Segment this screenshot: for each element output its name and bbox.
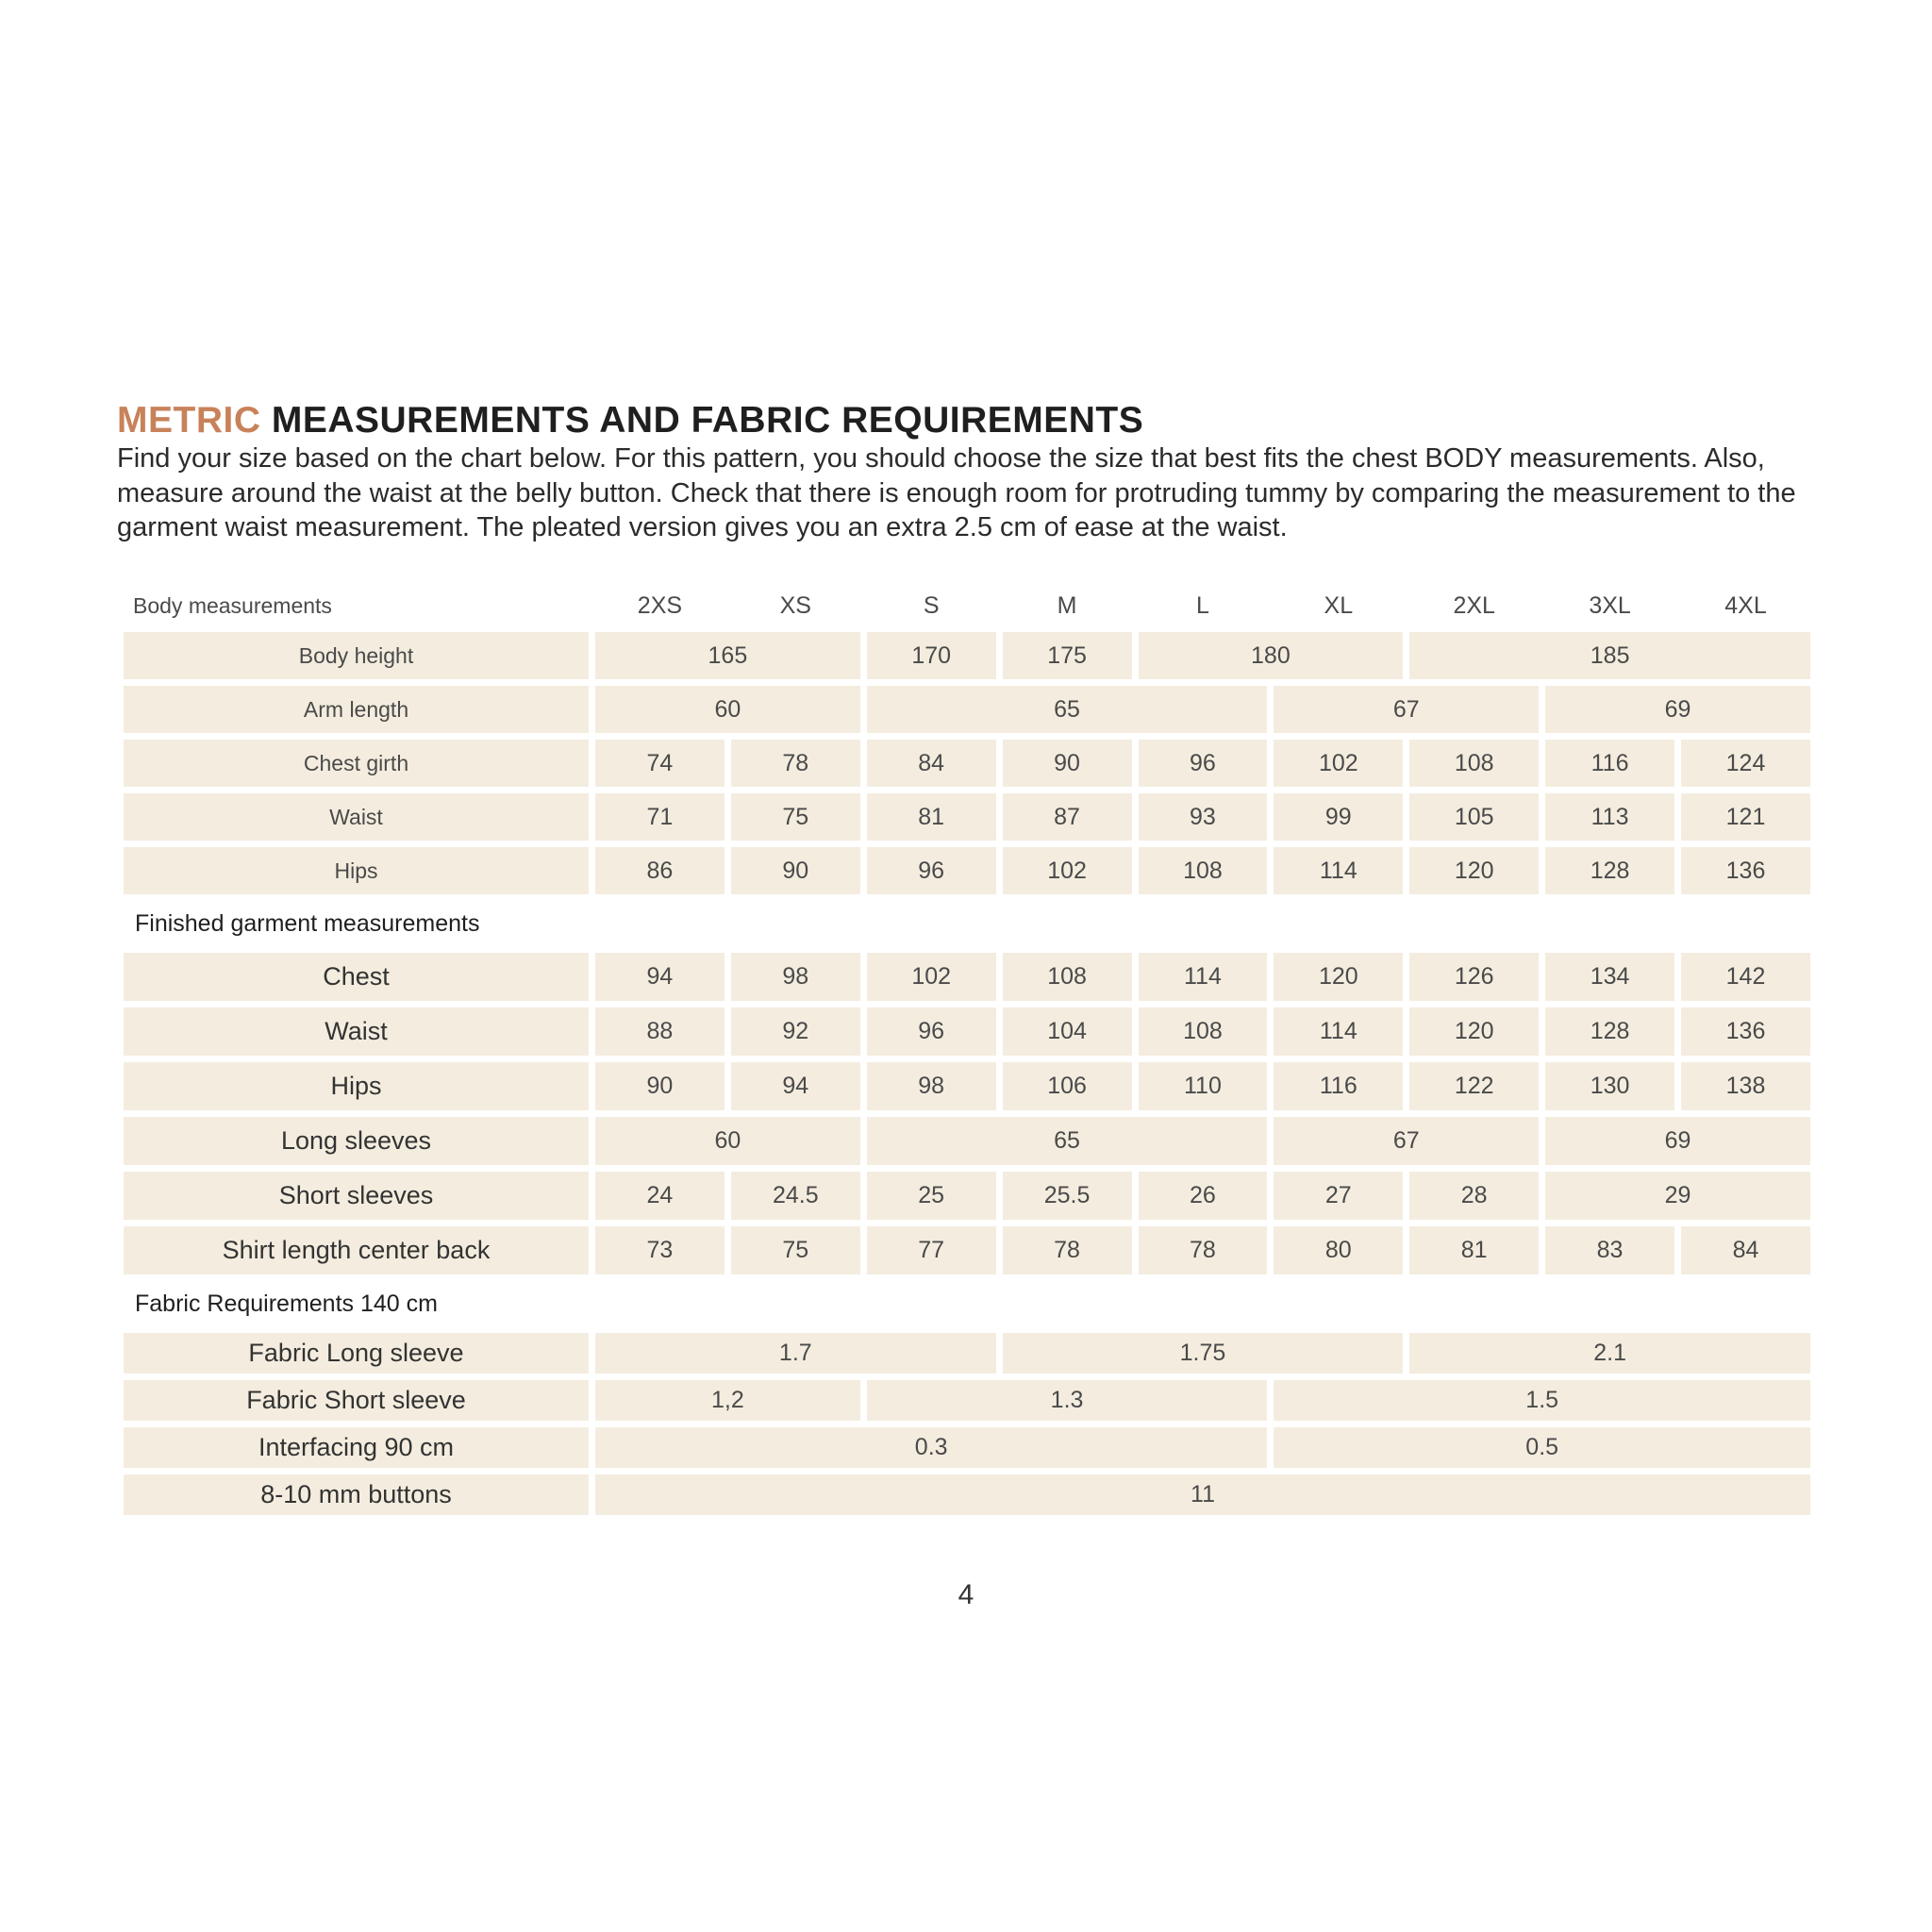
value-cell: 25.5: [1003, 1172, 1132, 1220]
value-cell: 138: [1681, 1062, 1810, 1110]
table-row: [124, 632, 1810, 679]
value-cell: 102: [1274, 740, 1403, 787]
row-label: Chest girth: [124, 740, 589, 787]
size-chart-header: [124, 586, 1810, 625]
value-cell: 1.75: [1003, 1333, 1404, 1374]
value-cell: 24.5: [731, 1172, 860, 1220]
value-cell: 102: [1003, 847, 1132, 894]
row-label: 8-10 mm buttons: [124, 1474, 589, 1515]
value-cell: 87: [1003, 793, 1132, 841]
value-cell: 88: [595, 1008, 724, 1056]
value-cell: 102: [867, 953, 996, 1001]
value-cell: 90: [595, 1062, 724, 1110]
value-cell: 90: [1003, 740, 1132, 787]
value-cell: 26: [1139, 1172, 1268, 1220]
header-label: Body measurements: [133, 592, 332, 618]
value-cell: 126: [1409, 953, 1539, 1001]
row-label: Chest: [124, 953, 589, 1001]
value-cell: 24: [595, 1172, 724, 1220]
value-cell: 96: [867, 1008, 996, 1056]
row-label: Hips: [124, 1062, 589, 1110]
size-header: S: [923, 591, 940, 619]
row-label: Fabric Short sleeve: [124, 1380, 589, 1421]
value-cell: 128: [1545, 847, 1674, 894]
table-row: [124, 1008, 1810, 1056]
value-cell: 67: [1274, 686, 1539, 733]
value-cell: 110: [1139, 1062, 1268, 1110]
value-cell: 122: [1409, 1062, 1539, 1110]
value-cell: 124: [1681, 740, 1810, 787]
size-chart: [117, 579, 1817, 1522]
value-cell: 60: [595, 1117, 860, 1165]
value-cell: 108: [1139, 847, 1268, 894]
size-header: XS: [779, 591, 811, 619]
value-cell: 84: [1681, 1226, 1810, 1274]
value-cell: 86: [595, 847, 724, 894]
value-cell: 92: [731, 1008, 860, 1056]
value-cell: 11: [595, 1474, 1810, 1515]
value-cell: 99: [1274, 793, 1403, 841]
value-cell: 67: [1274, 1117, 1539, 1165]
value-cell: 75: [731, 1226, 860, 1274]
value-cell: 98: [867, 1062, 996, 1110]
value-cell: 113: [1545, 793, 1674, 841]
value-cell: 130: [1545, 1062, 1674, 1110]
table-row: [124, 740, 1810, 787]
value-cell: 165: [595, 632, 860, 679]
value-cell: 84: [867, 740, 996, 787]
value-cell: 108: [1139, 1008, 1268, 1056]
value-cell: 75: [731, 793, 860, 841]
value-cell: 28: [1409, 1172, 1539, 1220]
size-header: XL: [1324, 591, 1354, 619]
size-header: L: [1195, 591, 1209, 619]
row-label: Body height: [124, 632, 589, 679]
row-label: Interfacing 90 cm: [124, 1427, 589, 1468]
value-cell: 93: [1139, 793, 1268, 841]
row-label: Fabric Long sleeve: [124, 1333, 589, 1374]
value-cell: 27: [1274, 1172, 1403, 1220]
value-cell: 25: [867, 1172, 996, 1220]
value-cell: 105: [1409, 793, 1539, 841]
table-row: [124, 847, 1810, 894]
title-rest: MEASUREMENTS AND FABRIC REQUIREMENTS: [271, 400, 1144, 441]
value-cell: 136: [1681, 1008, 1810, 1056]
value-cell: 69: [1545, 686, 1810, 733]
row-label: Shirt length center back: [124, 1226, 589, 1274]
value-cell: 73: [595, 1226, 724, 1274]
value-cell: 116: [1274, 1062, 1403, 1110]
value-cell: 78: [1003, 1226, 1132, 1274]
value-cell: 120: [1274, 953, 1403, 1001]
value-cell: 1.5: [1274, 1380, 1810, 1421]
value-cell: 114: [1139, 953, 1268, 1001]
section-heading-row: [124, 1281, 1810, 1326]
value-cell: 108: [1003, 953, 1132, 1001]
size-header: 2XS: [637, 591, 683, 619]
table-row: [124, 1474, 1810, 1515]
size-header: 2XL: [1453, 591, 1495, 619]
size-header: M: [1057, 591, 1077, 619]
value-cell: 69: [1545, 1117, 1810, 1165]
value-cell: 116: [1545, 740, 1674, 787]
value-cell: 120: [1409, 1008, 1539, 1056]
value-cell: 2.1: [1409, 1333, 1810, 1374]
row-label: Long sleeves: [124, 1117, 589, 1165]
row-label: Waist: [124, 793, 589, 841]
value-cell: 74: [595, 740, 724, 787]
value-cell: 104: [1003, 1008, 1132, 1056]
row-label: Hips: [124, 847, 589, 894]
value-cell: 108: [1409, 740, 1539, 787]
section-heading: Finished garment measurements: [135, 909, 480, 937]
value-cell: 83: [1545, 1226, 1674, 1274]
value-cell: 60: [595, 686, 860, 733]
page-title: [117, 400, 1143, 441]
value-cell: 136: [1681, 847, 1810, 894]
value-cell: 78: [1139, 1226, 1268, 1274]
section-heading: Fabric Requirements 140 cm: [135, 1290, 438, 1317]
value-cell: 114: [1274, 1008, 1403, 1056]
value-cell: 175: [1003, 632, 1132, 679]
fabric-requirements-section: [124, 1281, 1810, 1515]
value-cell: 106: [1003, 1062, 1132, 1110]
table-row: [124, 1117, 1810, 1165]
title-accent: METRIC: [117, 400, 261, 441]
row-label: Arm length: [124, 686, 589, 733]
value-cell: 77: [867, 1226, 996, 1274]
header-row: [124, 586, 1810, 625]
table-row: [124, 686, 1810, 733]
value-cell: 1.3: [867, 1380, 1268, 1421]
value-cell: 65: [867, 1117, 1268, 1165]
value-cell: 29: [1545, 1172, 1810, 1220]
row-label: Short sleeves: [124, 1172, 589, 1220]
value-cell: 142: [1681, 953, 1810, 1001]
table-row: [124, 1172, 1810, 1220]
finished-measurements-section: [124, 901, 1810, 1274]
body-measurements-section: [124, 632, 1810, 894]
value-cell: 114: [1274, 847, 1403, 894]
value-cell: 81: [867, 793, 996, 841]
value-cell: 0.3: [595, 1427, 1267, 1468]
table-row: [124, 1333, 1810, 1374]
value-cell: 120: [1409, 847, 1539, 894]
value-cell: 71: [595, 793, 724, 841]
value-cell: 80: [1274, 1226, 1403, 1274]
value-cell: 1.7: [595, 1333, 996, 1374]
value-cell: 81: [1409, 1226, 1539, 1274]
page-number: 4: [958, 1579, 974, 1610]
value-cell: 1,2: [595, 1380, 860, 1421]
section-heading-row: [124, 901, 1810, 946]
value-cell: 96: [867, 847, 996, 894]
value-cell: 121: [1681, 793, 1810, 841]
value-cell: 185: [1409, 632, 1810, 679]
value-cell: 96: [1139, 740, 1268, 787]
value-cell: 128: [1545, 1008, 1674, 1056]
size-header: 4XL: [1724, 591, 1767, 619]
table-row: [124, 793, 1810, 841]
table-row: [124, 1226, 1810, 1274]
value-cell: 90: [731, 847, 860, 894]
size-header: 3XL: [1589, 591, 1631, 619]
value-cell: 94: [595, 953, 724, 1001]
table-row: [124, 953, 1810, 1001]
value-cell: 134: [1545, 953, 1674, 1001]
value-cell: 98: [731, 953, 860, 1001]
value-cell: 0.5: [1274, 1427, 1810, 1468]
intro-paragraph: Find your size based on the chart below. For this pattern, you should choose the size that best fits the chest BODY measurements. Also, measure around the waist at the belly button. Check that there is enough room for protruding tummy by comparing the measurement to the garment waist measurement. The pleated version gives you an extra 2.5 cm of ease at the waist.: [117, 443, 1796, 542]
value-cell: 78: [731, 740, 860, 787]
table-row: [124, 1427, 1810, 1468]
value-cell: 65: [867, 686, 1268, 733]
value-cell: 170: [867, 632, 996, 679]
table-row: [124, 1380, 1810, 1421]
row-label: Waist: [124, 1008, 589, 1056]
value-cell: 94: [731, 1062, 860, 1110]
table-row: [124, 1062, 1810, 1110]
value-cell: 180: [1139, 632, 1404, 679]
